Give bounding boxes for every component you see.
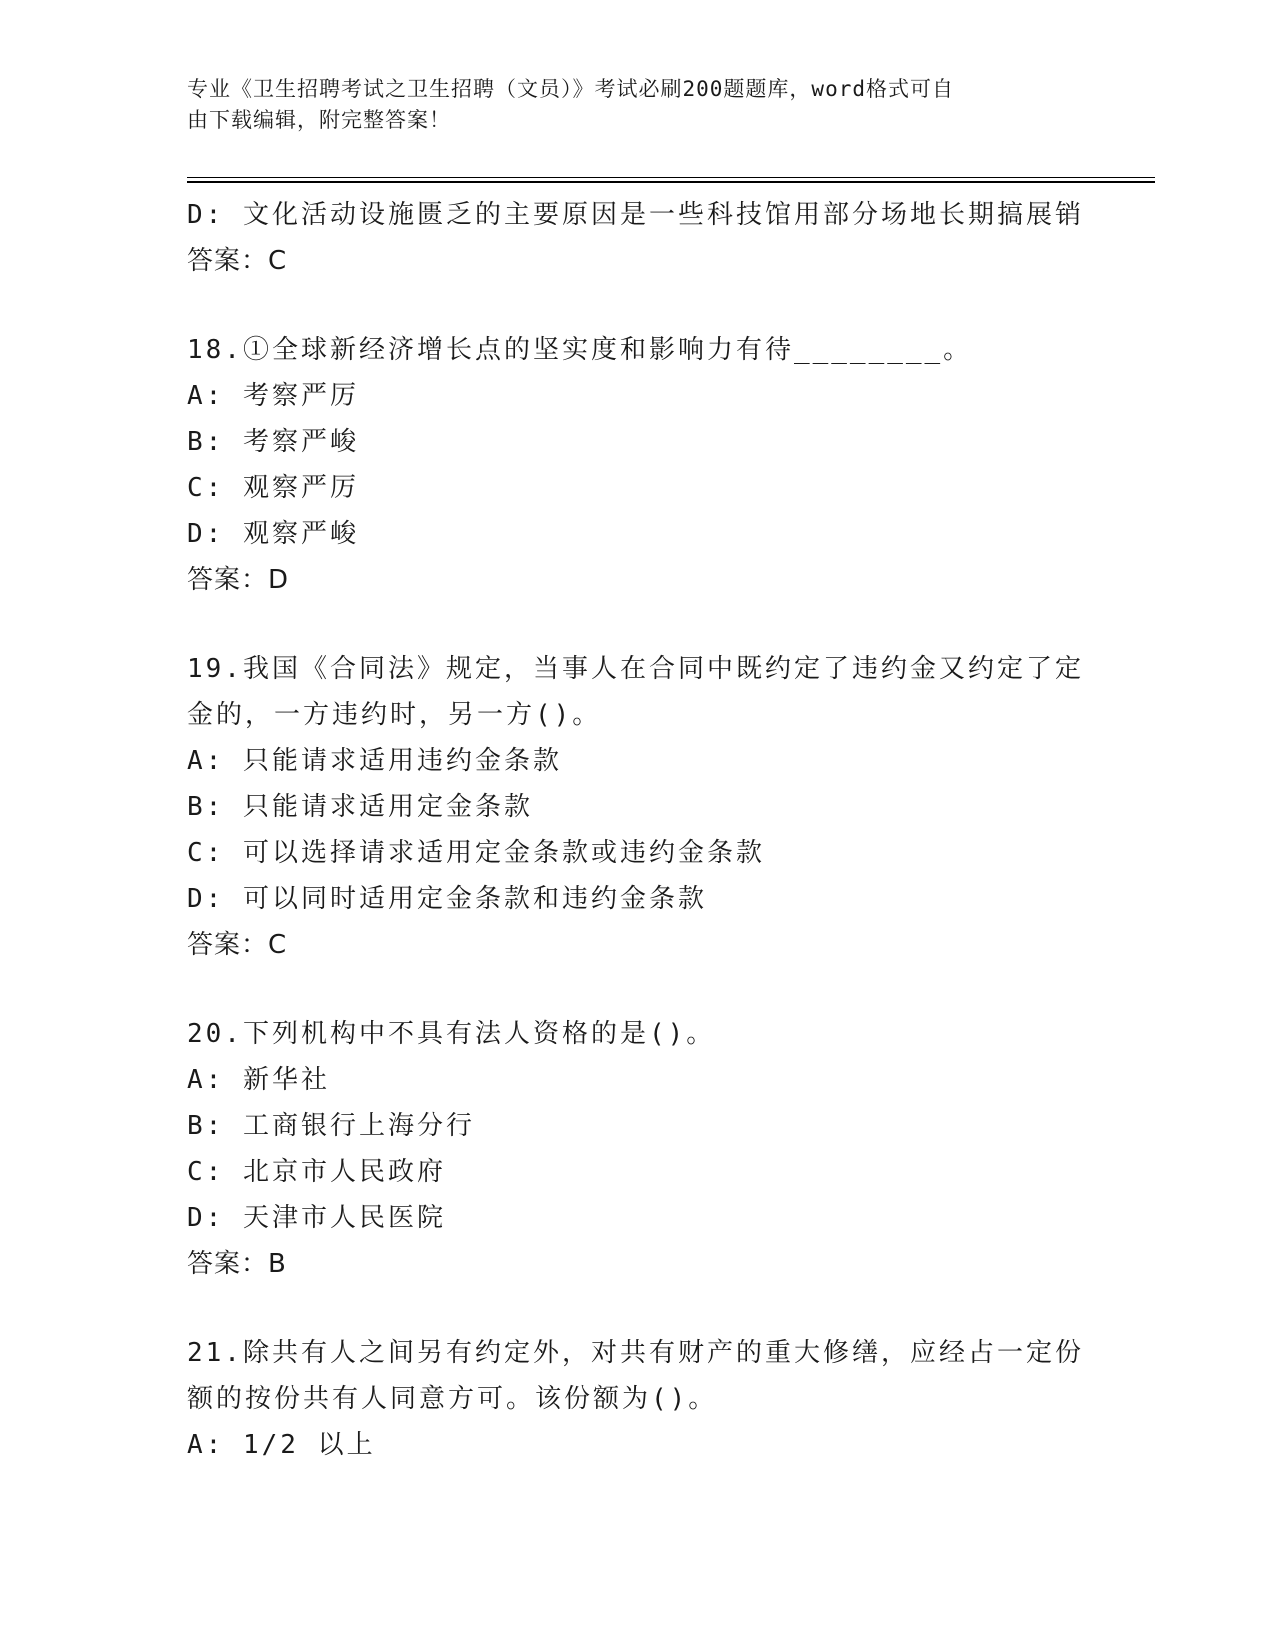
question-stem-line-2: 金的，一方违约时，另一方()。 bbox=[187, 700, 602, 730]
question-content bbox=[187, 192, 1084, 1468]
header-line-1: 专业《卫生招聘考试之卫生招聘（文员）》考试必刷200题题库，word格式可自 bbox=[187, 77, 954, 101]
header-divider-thin bbox=[187, 177, 1155, 178]
spacer bbox=[187, 968, 1077, 1011]
spacer bbox=[187, 284, 1077, 327]
question-stem-line-1: 19.我国《合同法》规定，当事人在合同中既约定了违约金又约定了定 bbox=[187, 654, 1084, 684]
option-b: B: 只能请求适用定金条款 bbox=[187, 792, 533, 822]
option-d: D: 天津市人民医院 bbox=[187, 1203, 446, 1233]
spacer bbox=[187, 603, 1077, 646]
option-c: C: 观察严厉 bbox=[187, 473, 359, 503]
option-c: C: 可以选择请求适用定金条款或违约金条款 bbox=[187, 838, 765, 868]
answer-line: 答案：B bbox=[187, 1249, 287, 1279]
question-stem-line-2: 额的按份共有人同意方可。该份额为()。 bbox=[187, 1384, 718, 1414]
spacer bbox=[187, 1287, 1077, 1330]
option-b: B: 工商银行上海分行 bbox=[187, 1111, 475, 1141]
option-d: D: 可以同时适用定金条款和违约金条款 bbox=[187, 884, 707, 914]
question-18 bbox=[187, 327, 1077, 603]
question-21 bbox=[187, 1330, 1084, 1468]
question-stem-line-1: 21.除共有人之间另有约定外，对共有财产的重大修缮，应经占一定份 bbox=[187, 1338, 1084, 1368]
option-a: A: 1/2 以上 bbox=[187, 1430, 376, 1460]
question-stem: 20.下列机构中不具有法人资格的是()。 bbox=[187, 1019, 716, 1049]
option-a: A: 只能请求适用违约金条款 bbox=[187, 746, 562, 776]
answer-line: 答案：C bbox=[187, 246, 288, 276]
answer-line: 答案：D bbox=[187, 565, 290, 595]
question-20 bbox=[187, 1011, 1077, 1287]
document-header bbox=[187, 74, 1067, 136]
header-divider-thick bbox=[187, 181, 1155, 183]
header-line-2: 由下载编辑，附完整答案！ bbox=[187, 108, 451, 132]
option-a: A: 新华社 bbox=[187, 1065, 330, 1095]
option-a: A: 考察严厉 bbox=[187, 381, 359, 411]
option-c: C: 北京市人民政府 bbox=[187, 1157, 446, 1187]
option-d: D: 文化活动设施匮乏的主要原因是一些科技馆用部分场地长期搞展销 bbox=[187, 200, 1084, 230]
option-d: D: 观察严峻 bbox=[187, 519, 359, 549]
answer-line: 答案：C bbox=[187, 930, 288, 960]
previous-question-tail bbox=[187, 192, 1084, 284]
question-stem: 18.①全球新经济增长点的坚实度和影响力有待________。 bbox=[187, 335, 973, 365]
option-b: B: 考察严峻 bbox=[187, 427, 359, 457]
question-19 bbox=[187, 646, 1084, 968]
